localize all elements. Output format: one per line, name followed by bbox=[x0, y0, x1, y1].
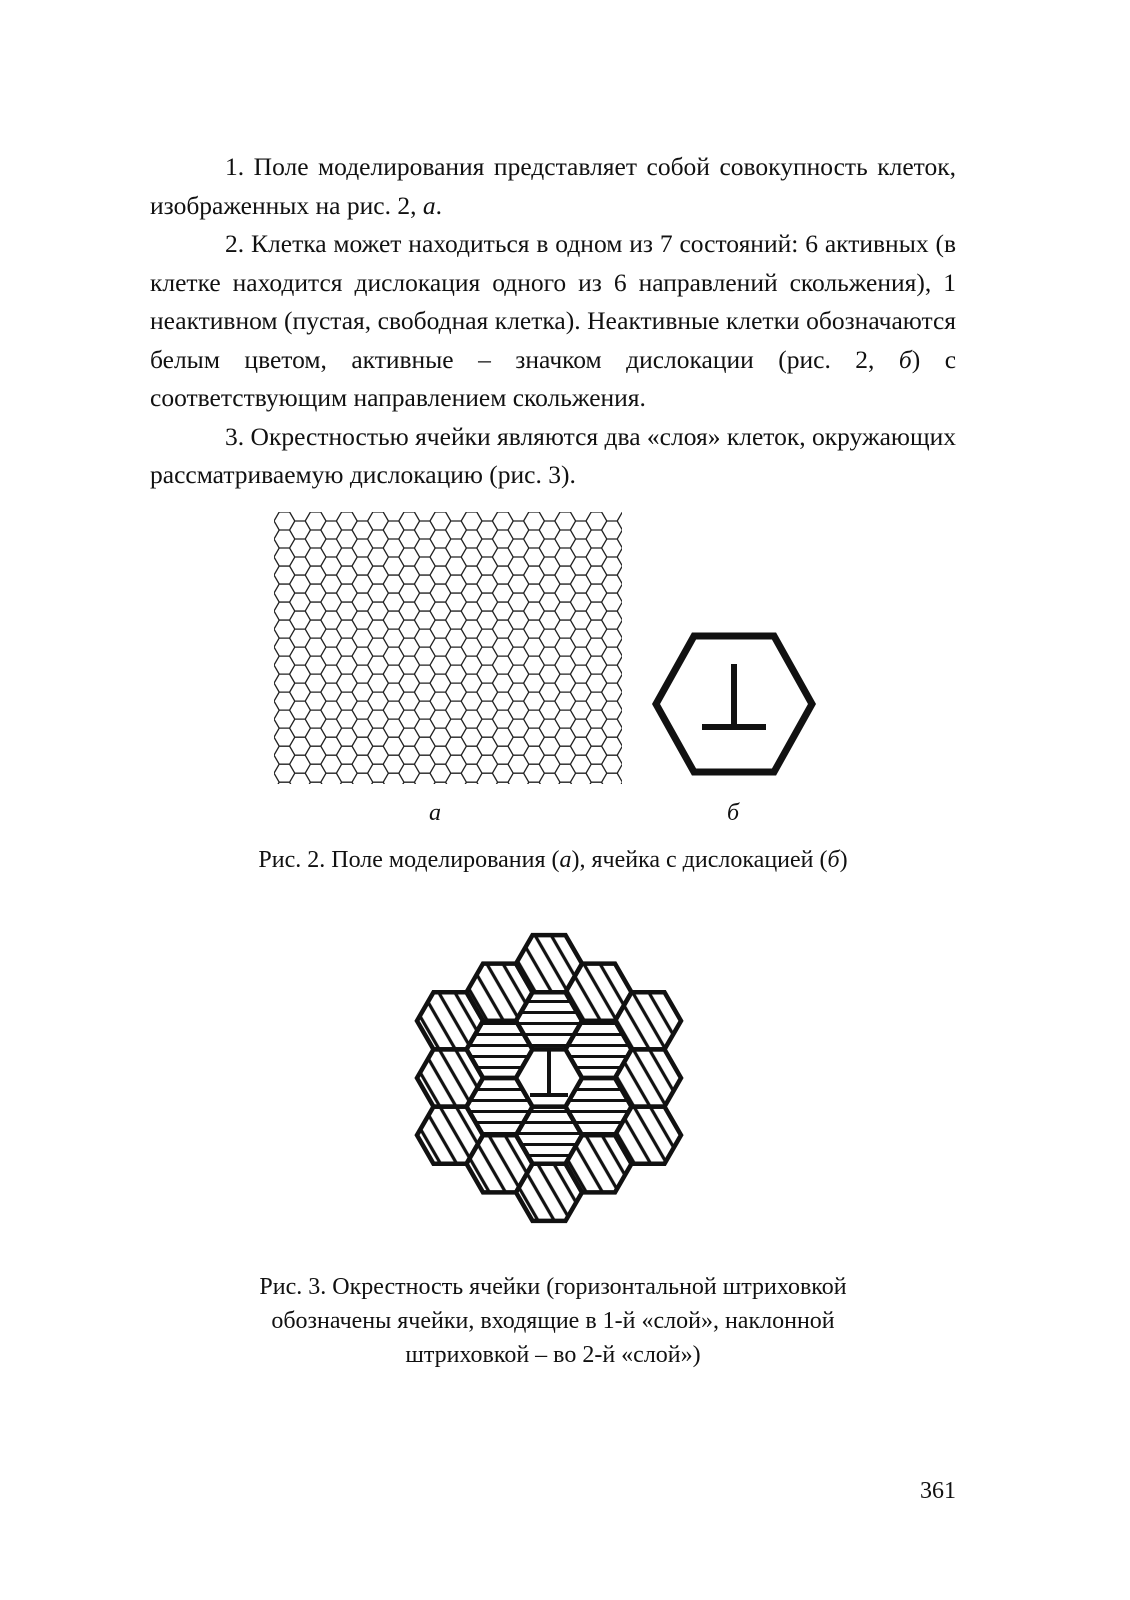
figure-2-caption-part-1: Рис. 2. Поле моделирования ( bbox=[258, 847, 560, 873]
page-number: 361 bbox=[920, 1478, 956, 1504]
hex-grid-lines bbox=[274, 512, 622, 784]
figure-2-caption bbox=[150, 843, 956, 877]
paragraph-1-tail: . bbox=[435, 190, 442, 220]
paragraph-1-text: 1. Поле моделирования представляет собой совокупность клеток, изображенных на рис. 2, bbox=[150, 152, 956, 220]
simulation-field-grid bbox=[274, 512, 622, 784]
cell-neighbourhood-figure bbox=[398, 908, 704, 1248]
figure-2a-label: а bbox=[429, 800, 441, 826]
figure-3-caption-line-2: обозначены ячейки, входящие в 1-й «слой», наклонной bbox=[271, 1308, 835, 1334]
paragraph-2-italic: б bbox=[898, 344, 912, 374]
dislocation-cell bbox=[650, 630, 818, 778]
figure-2-caption-part-3: ) bbox=[839, 847, 848, 873]
figure-2-caption-italic-b: б bbox=[827, 847, 840, 873]
figure-2-caption-part-2: ), ячейка с дислокацией ( bbox=[571, 847, 828, 873]
figure-2b-label: б bbox=[726, 800, 740, 826]
paragraph-2-tail: ) с соответствующим направлением скольжения. bbox=[150, 344, 957, 412]
paragraph-2 bbox=[150, 225, 956, 418]
paragraph-1 bbox=[150, 148, 956, 225]
paragraph-2-text: 2. Клетка может находиться в одном из 7 состояний: 6 активных (в клетке находится дислокация одного из 6 направлений скольжения), 1 неактивном (пустая, свободная клетка). Неактивные клетки обозначаются белым цветом, активные – значком дислокации (рис. 2, bbox=[150, 229, 956, 374]
figure-3-caption-line-3: штриховкой – во 2-й «слой») bbox=[405, 1342, 701, 1368]
body-text bbox=[150, 148, 956, 495]
figure-2-caption-italic-a: а bbox=[559, 847, 572, 873]
figure-3-caption-line-1: Рис. 3. Окрестность ячейки (горизонтальной штриховкой bbox=[259, 1274, 847, 1300]
paragraph-3 bbox=[150, 418, 956, 495]
paragraph-3-text: 3. Окрестностью ячейки являются два «слоя» клеток, окружающих рассматриваемую дислокацию (рис. 3). bbox=[150, 421, 956, 489]
figure-3-caption bbox=[150, 1270, 956, 1372]
paragraph-1-italic: а bbox=[422, 190, 436, 220]
